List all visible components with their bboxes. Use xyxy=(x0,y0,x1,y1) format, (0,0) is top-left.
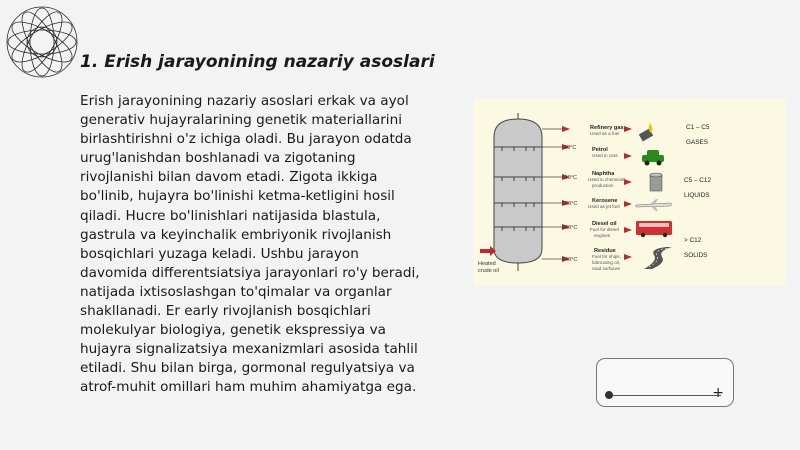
fraction-name: Residue xyxy=(594,248,616,254)
slide-body-text: Erish jarayonining nazariy asoslari erkak va ayol generativ hujayralarining genetik materiallarini birlashtirishni o'z ichiga oladi. Bu jarayon odatda urug'lanishdan boshlanadi va zigotaning rivojlanishi bilan davom etadi. Zigota ikkiga bo'linib, hujayra bo'linishi ketma-ketligini hosil qiladi. Hucre bo'linishlari natijasida blastula, gastrula va keyinchalik embriyonik rivojlanish bosqichlari yuzaga keladi. Ushbu jarayon davomida differentsiatsiya jarayonlari ro'y beradi, natijada ixtisoslashgan to'qimalar va organlar shakllanadi. Er early rivojlanish bosqichlari molekulyar biologiya, genetik ekspressiya va hujayra signalizatsiya mexanizmlari asosida tahlil etiladi. Shu bilan birga, gormonal regulyatsiya va atrof-muhit omillari ham muhim ahamiyatga ega. xyxy=(80,93,420,396)
road-icon xyxy=(644,247,672,269)
group-sublabel: SOLIDS xyxy=(684,252,708,259)
temperature-label: 110°C xyxy=(562,175,577,181)
fraction-name: Petrol xyxy=(592,147,608,153)
group-sublabel: GASES xyxy=(686,139,709,146)
group-label: C5 – C12 xyxy=(684,177,711,184)
temperature-label: 340°C xyxy=(562,257,578,263)
fraction-use: Used in chemicals xyxy=(588,177,626,182)
plus-icon[interactable]: + xyxy=(712,385,724,401)
distillation-diagram xyxy=(474,99,786,285)
group-label: > C12 xyxy=(684,237,702,244)
fraction-use: Used as a fuel xyxy=(590,131,620,136)
plane-icon xyxy=(636,199,672,211)
lighter-icon xyxy=(639,123,653,141)
fraction-name: Refinery gas xyxy=(590,125,624,131)
logo-rosette-icon xyxy=(4,4,80,80)
fraction-use: production xyxy=(592,183,614,188)
fraction-name: Diesel oil xyxy=(592,221,617,227)
slide-title: 1. Erish jarayonining nazariy asoslari xyxy=(80,52,435,72)
fraction-use: engines xyxy=(594,233,611,238)
fraction-use: road surfaces xyxy=(592,266,620,271)
fraction-use: Used as jet fuel xyxy=(588,204,620,209)
fraction-use: Used in cars xyxy=(592,153,618,158)
input-label-line-1: Heated xyxy=(478,261,496,267)
bus-icon xyxy=(636,221,672,237)
temperature-label: 180°C xyxy=(562,201,578,207)
input-label-line-2: crude oil xyxy=(478,268,499,274)
distillation-column xyxy=(494,113,542,271)
media-slider-widget[interactable] xyxy=(596,358,734,407)
slider-handle[interactable] xyxy=(605,391,613,399)
fraction-use: Fuel for diesel xyxy=(590,227,619,232)
barrel-icon xyxy=(650,173,662,191)
fraction-use: lubricating oil, xyxy=(592,260,621,265)
temperature-label: 40°C xyxy=(564,145,577,151)
slider-track[interactable] xyxy=(609,395,721,396)
fraction-name: Naphtha xyxy=(592,171,615,177)
group-sublabel: LIQUIDS xyxy=(684,192,710,199)
car-icon xyxy=(642,150,664,166)
temperature-label: 260°C xyxy=(562,225,578,231)
fraction-name: Kerosene xyxy=(592,198,618,204)
fractional-distillation-figure xyxy=(474,99,786,285)
fraction-use: Fuel for ships, xyxy=(592,254,621,259)
group-label: C1 – C5 xyxy=(686,124,710,131)
